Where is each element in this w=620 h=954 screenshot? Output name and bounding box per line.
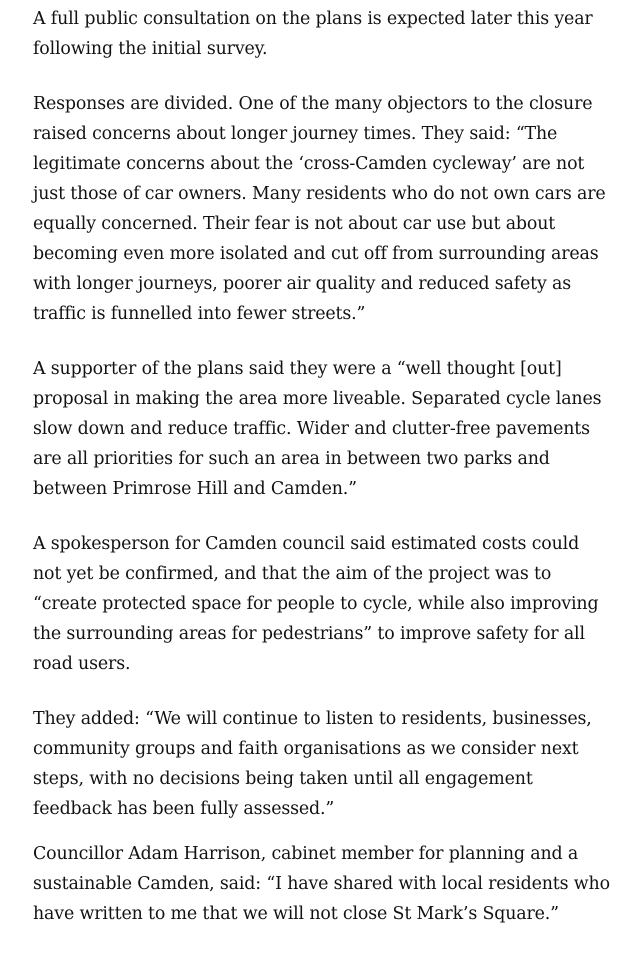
paragraph-council-spokesperson: A spokesperson for Camden council said estimated costs could not yet be confirmed, and that the aim of the project was to “create protected space for people to cycle, while also improving the surrounding areas for pedestrians” to improve safety for all road users. xyxy=(33,534,599,674)
paragraph-consultation: A full public consultation on the plans is expected later this year following the initial survey. xyxy=(33,9,593,59)
paragraph-council-added: They added: “We will continue to listen to residents, businesses, community groups and faith organisations as we consider next steps, with no decisions being taken until all engagement feedback has been fully assessed.” xyxy=(33,709,592,819)
paragraph-supporter-quote: A supporter of the plans said they were a “well thought [out] proposal in making the area more liveable. Separated cycle lanes slow down and reduce traffic. Wider and clutter-free pavements are all priorities for such an area in between two parks and between Primrose Hill and Camden.” xyxy=(33,359,602,499)
article-body xyxy=(33,4,611,954)
paragraph-objector-quote: Responses are divided. One of the many objectors to the closure raised concerns about longer journey times. They said: “The legitimate concerns about the ‘cross-Camden cycleway’ are not just those of car owners. Many residents who do not own cars are equally concerned. Their fear is not about car use but about becoming even more isolated and cut off from surrounding areas with longer journeys, poorer air quality and reduced safety as traffic is funnelled into fewer streets.” xyxy=(33,94,606,324)
paragraph-councillor-harrison: Councillor Adam Harrison, cabinet member for planning and a sustainable Camden, said: “I have shared with local residents who have written to me that we will not close St Mark’s Square.” xyxy=(33,844,610,924)
